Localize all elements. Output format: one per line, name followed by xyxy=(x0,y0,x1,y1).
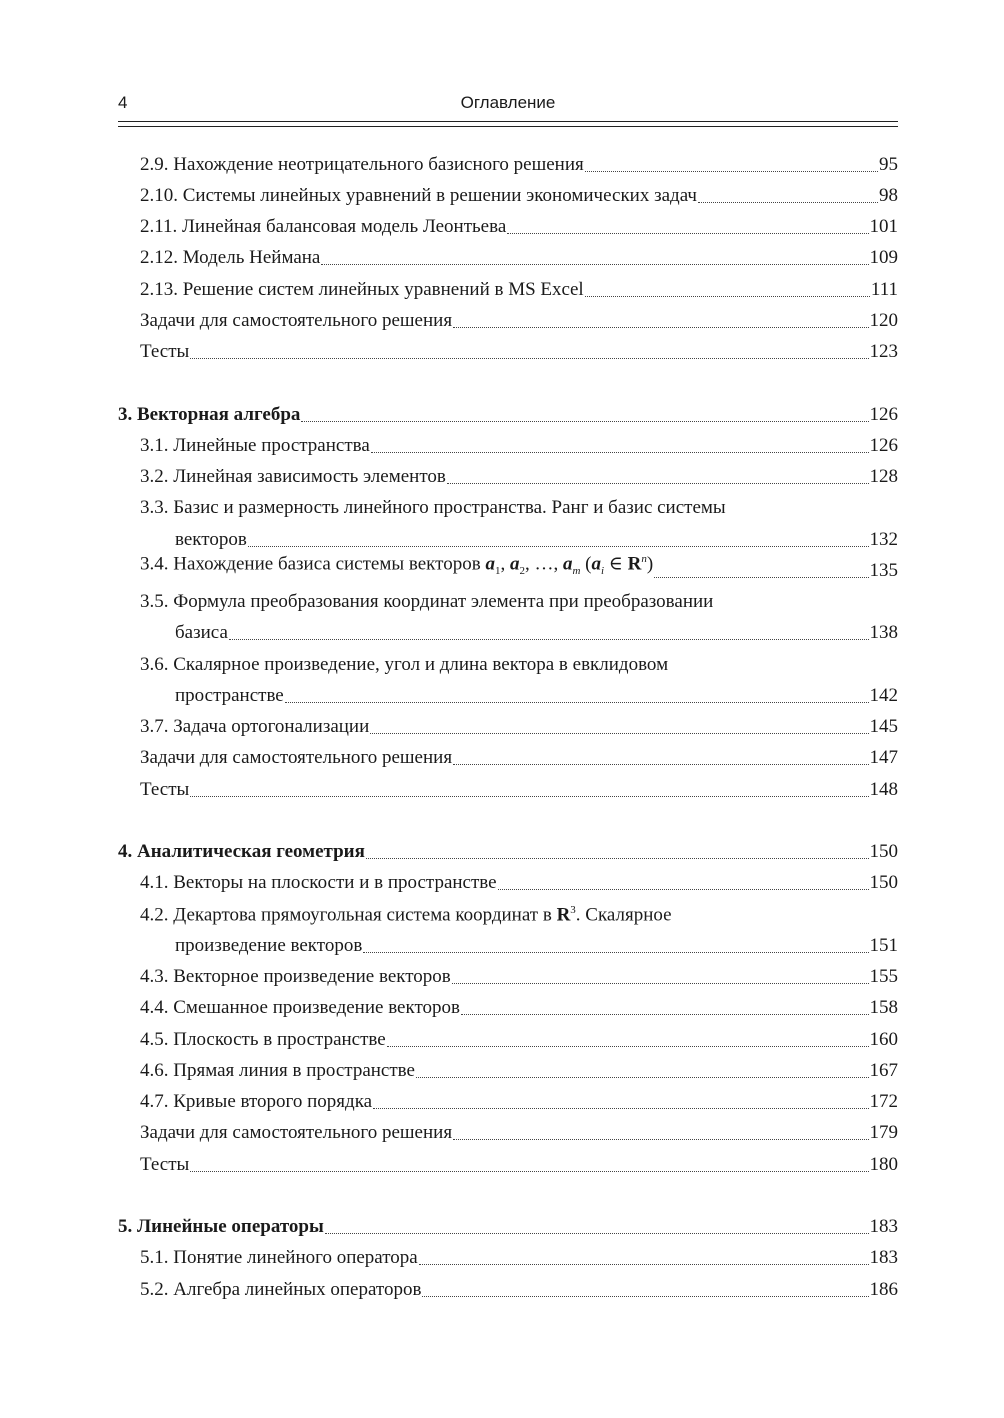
dot-leader xyxy=(498,889,869,890)
dot-leader xyxy=(654,577,868,578)
dot-leader xyxy=(190,358,868,359)
toc-chapter-5[interactable]: 5. Линейные операторы 183 xyxy=(118,1216,898,1237)
dot-leader xyxy=(325,1233,869,1234)
toc-entry-3-4-title: 3.4. Нахождение базиса системы векторов $a_1$, $a_2$, …, $a_m$ ($a_i$ ∈ $R^n$) xyxy=(140,552,654,577)
dot-leader xyxy=(453,764,868,765)
dot-leader xyxy=(387,1046,869,1047)
toc-entry-4-7[interactable]: 4.7. Кривые второго порядка 172 xyxy=(140,1091,898,1112)
dot-leader xyxy=(301,421,868,422)
dot-leader xyxy=(452,983,869,984)
toc-entry-4-2-line1[interactable] xyxy=(118,901,898,927)
dot-leader xyxy=(321,264,868,265)
toc-entry-3-1[interactable]: 3.1. Линейные пространства 126 xyxy=(140,435,898,456)
toc-entry-2-10[interactable]: 2.10. Системы линейных уравнений в решении экономических задач 98 xyxy=(140,185,898,206)
dot-leader xyxy=(416,1077,869,1078)
dot-leader xyxy=(698,202,878,203)
dot-leader xyxy=(373,1108,868,1109)
toc-entry-3-6-line1[interactable]: 3.6. Скалярное произведение, угол и длина вектора в евклидовом xyxy=(140,654,669,675)
dot-leader xyxy=(229,639,869,640)
dot-leader xyxy=(190,796,868,797)
toc-entry-2-13[interactable]: 2.13. Решение систем линейных уравнений в MS Excel 111 xyxy=(140,279,898,300)
dot-leader xyxy=(363,952,868,953)
toc-entry-3-3-line1[interactable]: 3.3. Базис и размерность линейного пространства. Ранг и базис системы xyxy=(140,497,726,518)
toc-entry-exercises-2[interactable]: Задачи для самостоятельного решения 120 xyxy=(140,310,898,331)
toc-entry-tests-3[interactable]: Тесты 148 xyxy=(140,779,898,800)
toc-entry-3-5-line1[interactable]: 3.5. Формула преобразования координат элемента при преобразовании xyxy=(140,591,714,612)
running-title: Оглавление xyxy=(460,93,556,112)
toc-entry-3-4[interactable]: 3.4. Нахождение базиса системы векторов $a_1$, $a_2$, …, $a_m$ ($a_i$ ∈ $R^n$) 135 xyxy=(118,557,898,583)
dot-leader xyxy=(419,1264,869,1265)
dot-leader xyxy=(507,233,868,234)
dot-leader xyxy=(585,171,878,172)
toc-entry-2-9[interactable]: 2.9. Нахождение неотрицательного базисного решения 95 xyxy=(140,154,898,175)
dot-leader xyxy=(285,702,869,703)
dot-leader xyxy=(447,483,869,484)
dot-leader xyxy=(371,452,869,453)
header-rule-thick xyxy=(118,121,898,122)
toc-chapter-3[interactable]: 3. Векторная алгебра 126 xyxy=(118,404,898,425)
header-rule-thin xyxy=(118,126,898,127)
toc-entry-4-6[interactable]: 4.6. Прямая линия в пространстве 167 xyxy=(140,1060,898,1081)
toc-entry-2-11[interactable]: 2.11. Линейная балансовая модель Леонтьева 101 xyxy=(140,216,898,237)
toc-entry-3-2[interactable]: 3.2. Линейная зависимость элементов 128 xyxy=(140,466,898,487)
toc-entry-exercises-3[interactable]: Задачи для самостоятельного решения 147 xyxy=(140,747,898,768)
toc-entry-2-12[interactable]: 2.12. Модель Неймана 109 xyxy=(140,247,898,268)
toc-entry-5-1[interactable]: 5.1. Понятие линейного оператора 183 xyxy=(140,1247,898,1268)
toc-entry-4-1[interactable]: 4.1. Векторы на плоскости и в пространстве 150 xyxy=(140,872,898,893)
page-number: 4 xyxy=(118,93,128,112)
toc-entry-5-2[interactable]: 5.2. Алгебра линейных операторов 186 xyxy=(140,1279,898,1300)
dot-leader xyxy=(453,327,868,328)
toc-entry-3-6-line2[interactable]: пространстве 142 xyxy=(175,685,898,706)
toc-entry-tests-4[interactable]: Тесты 180 xyxy=(140,1154,898,1175)
toc-entry-3-5-line2[interactable]: базиса 138 xyxy=(175,622,898,643)
toc-entry-4-3[interactable]: 4.3. Векторное произведение векторов 155 xyxy=(140,966,898,987)
toc-entry-3-7[interactable]: 3.7. Задача ортогонализации 145 xyxy=(140,716,898,737)
toc-entry-4-2-line2[interactable]: произведение векторов 151 xyxy=(175,935,898,956)
dot-leader xyxy=(453,1139,868,1140)
toc-entry-4-2-title: 4.2. Декартова прямоугольная система координат в $R^3$. Скалярное xyxy=(140,903,672,925)
running-header xyxy=(118,93,898,117)
dot-leader xyxy=(190,1171,868,1172)
dot-leader xyxy=(585,296,870,297)
dot-leader xyxy=(461,1014,869,1015)
toc-entry-exercises-4[interactable]: Задачи для самостоятельного решения 179 xyxy=(140,1122,898,1143)
dot-leader xyxy=(422,1296,868,1297)
toc-chapter-4[interactable]: 4. Аналитическая геометрия 150 xyxy=(118,841,898,862)
toc-entry-3-3-line2[interactable]: векторов 132 xyxy=(175,529,898,550)
toc-entry-4-5[interactable]: 4.5. Плоскость в пространстве 160 xyxy=(140,1029,898,1050)
toc-entry-tests-2[interactable]: Тесты 123 xyxy=(140,341,898,362)
dot-leader xyxy=(366,858,869,859)
dot-leader xyxy=(370,733,868,734)
toc-entry-4-4[interactable]: 4.4. Смешанное произведение векторов 158 xyxy=(140,997,898,1018)
